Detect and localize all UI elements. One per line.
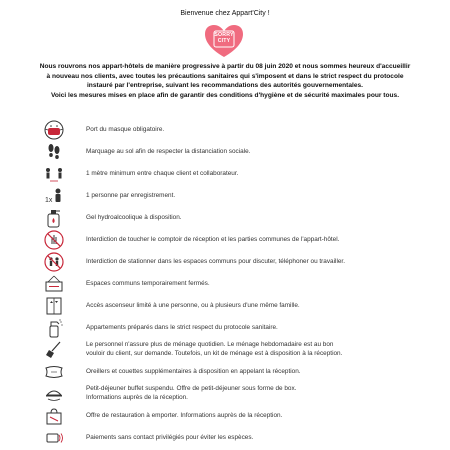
- measure-item: [43, 163, 443, 185]
- welcome-heading: Bienvenue chez Appart'City !: [180, 10, 270, 17]
- hand-sanitizer-icon: [43, 207, 65, 229]
- intro-line: à nouveau nos clients, avec toutes les précautions sanitaires qui s'imposent et dans le strict respect du protocole: [46, 72, 404, 80]
- measure-text: Port du masque obligatoire.: [86, 126, 165, 133]
- measure-item: [43, 427, 443, 449]
- no-touch-icon: [43, 229, 65, 251]
- measure-text: Paiements sans contact privilégiés pour éviter les espèces.: [86, 434, 254, 441]
- mask-icon: [43, 119, 65, 141]
- measure-text: Marquage au sol afin de respecter la distanciation sociale.: [86, 148, 251, 155]
- measure-text: Oreillers et couettes supplémentaires à disposition en appelant la réception.: [86, 368, 301, 375]
- contactless-payment-icon: [43, 427, 65, 449]
- takeaway-icon: [43, 405, 65, 427]
- pillow-icon: [43, 361, 65, 383]
- measure-text: Accès ascenseur limité à une personne, ou à plusieurs d'une même famille.: [86, 302, 300, 309]
- breakfast-icon: [43, 383, 65, 405]
- measure-text: Appartements préparés dans le strict respect du protocole sanitaire.: [86, 324, 278, 331]
- measure-item: [43, 141, 443, 163]
- measure-text: 1 mètre minimum entre chaque client et collaborateur.: [86, 170, 239, 177]
- intro-line: Voici les mesures mises en place afin de garantir des conditions d'hygiène et de sécurité maximales pour tous.: [50, 91, 400, 99]
- elevator-icon: [43, 295, 65, 317]
- no-gathering-icon: [43, 251, 65, 273]
- measure-item: [43, 207, 443, 229]
- measure-item: [43, 383, 443, 405]
- distance-icon: [43, 163, 65, 185]
- measure-item: [43, 119, 443, 141]
- logo-text: SORRY CITY: [214, 32, 234, 44]
- intro-line: instauré par l'entreprise, suivant les recommandations des autorités gouvernementales.: [86, 82, 364, 89]
- footprints-icon: [43, 141, 65, 163]
- cleaning-spray-icon: [43, 317, 65, 339]
- measure-text: Le personnel n'assure plus de ménage quotidien. Le ménage hebdomadaire est au bon vouloir du client, sur demande. Toutefois, un kit de ménage est à disposition à la réception.: [86, 341, 343, 357]
- measure-item: [43, 361, 443, 383]
- intro-line: Nous rouvrons nos appart-hôtels de manière progressive à partir du 08 juin 2020 et nous sommes heureux d'accueillir: [39, 63, 411, 70]
- measure-text: Interdiction de stationner dans les espaces communs pour discuter, téléphoner ou travailler.: [86, 258, 345, 265]
- appart-city-logo: [202, 23, 246, 59]
- measure-text: Gel hydroalcoolique à disposition.: [86, 214, 182, 221]
- measure-item: [43, 185, 443, 207]
- measure-item: [43, 229, 443, 251]
- measure-item: [43, 317, 443, 339]
- measure-item: [43, 273, 443, 295]
- svg-text:1x: 1x: [45, 197, 53, 204]
- measure-text: Offre de restauration à emporter. Informations auprès de la réception.: [86, 412, 283, 419]
- intro-paragraph: [22, 62, 428, 100]
- measure-item: [43, 251, 443, 273]
- closed-sign-icon: [43, 273, 65, 295]
- measure-text: 1 personne par enregistrement.: [86, 192, 176, 199]
- broom-icon: [43, 339, 65, 361]
- one-person-icon: [43, 185, 65, 207]
- measure-text: Interdiction de toucher le comptoir de réception et les parties communes de l'appart-hôtel.: [86, 236, 340, 243]
- measure-text: Petit-déjeuner buffet suspendu. Offre de petit-déjeuner sous forme de box. Informations auprès de la réception.: [86, 385, 297, 401]
- measure-item: [43, 295, 443, 317]
- measure-item: [43, 405, 443, 427]
- measure-item: [43, 339, 443, 361]
- measure-text: Espaces communs temporairement fermés.: [86, 280, 210, 287]
